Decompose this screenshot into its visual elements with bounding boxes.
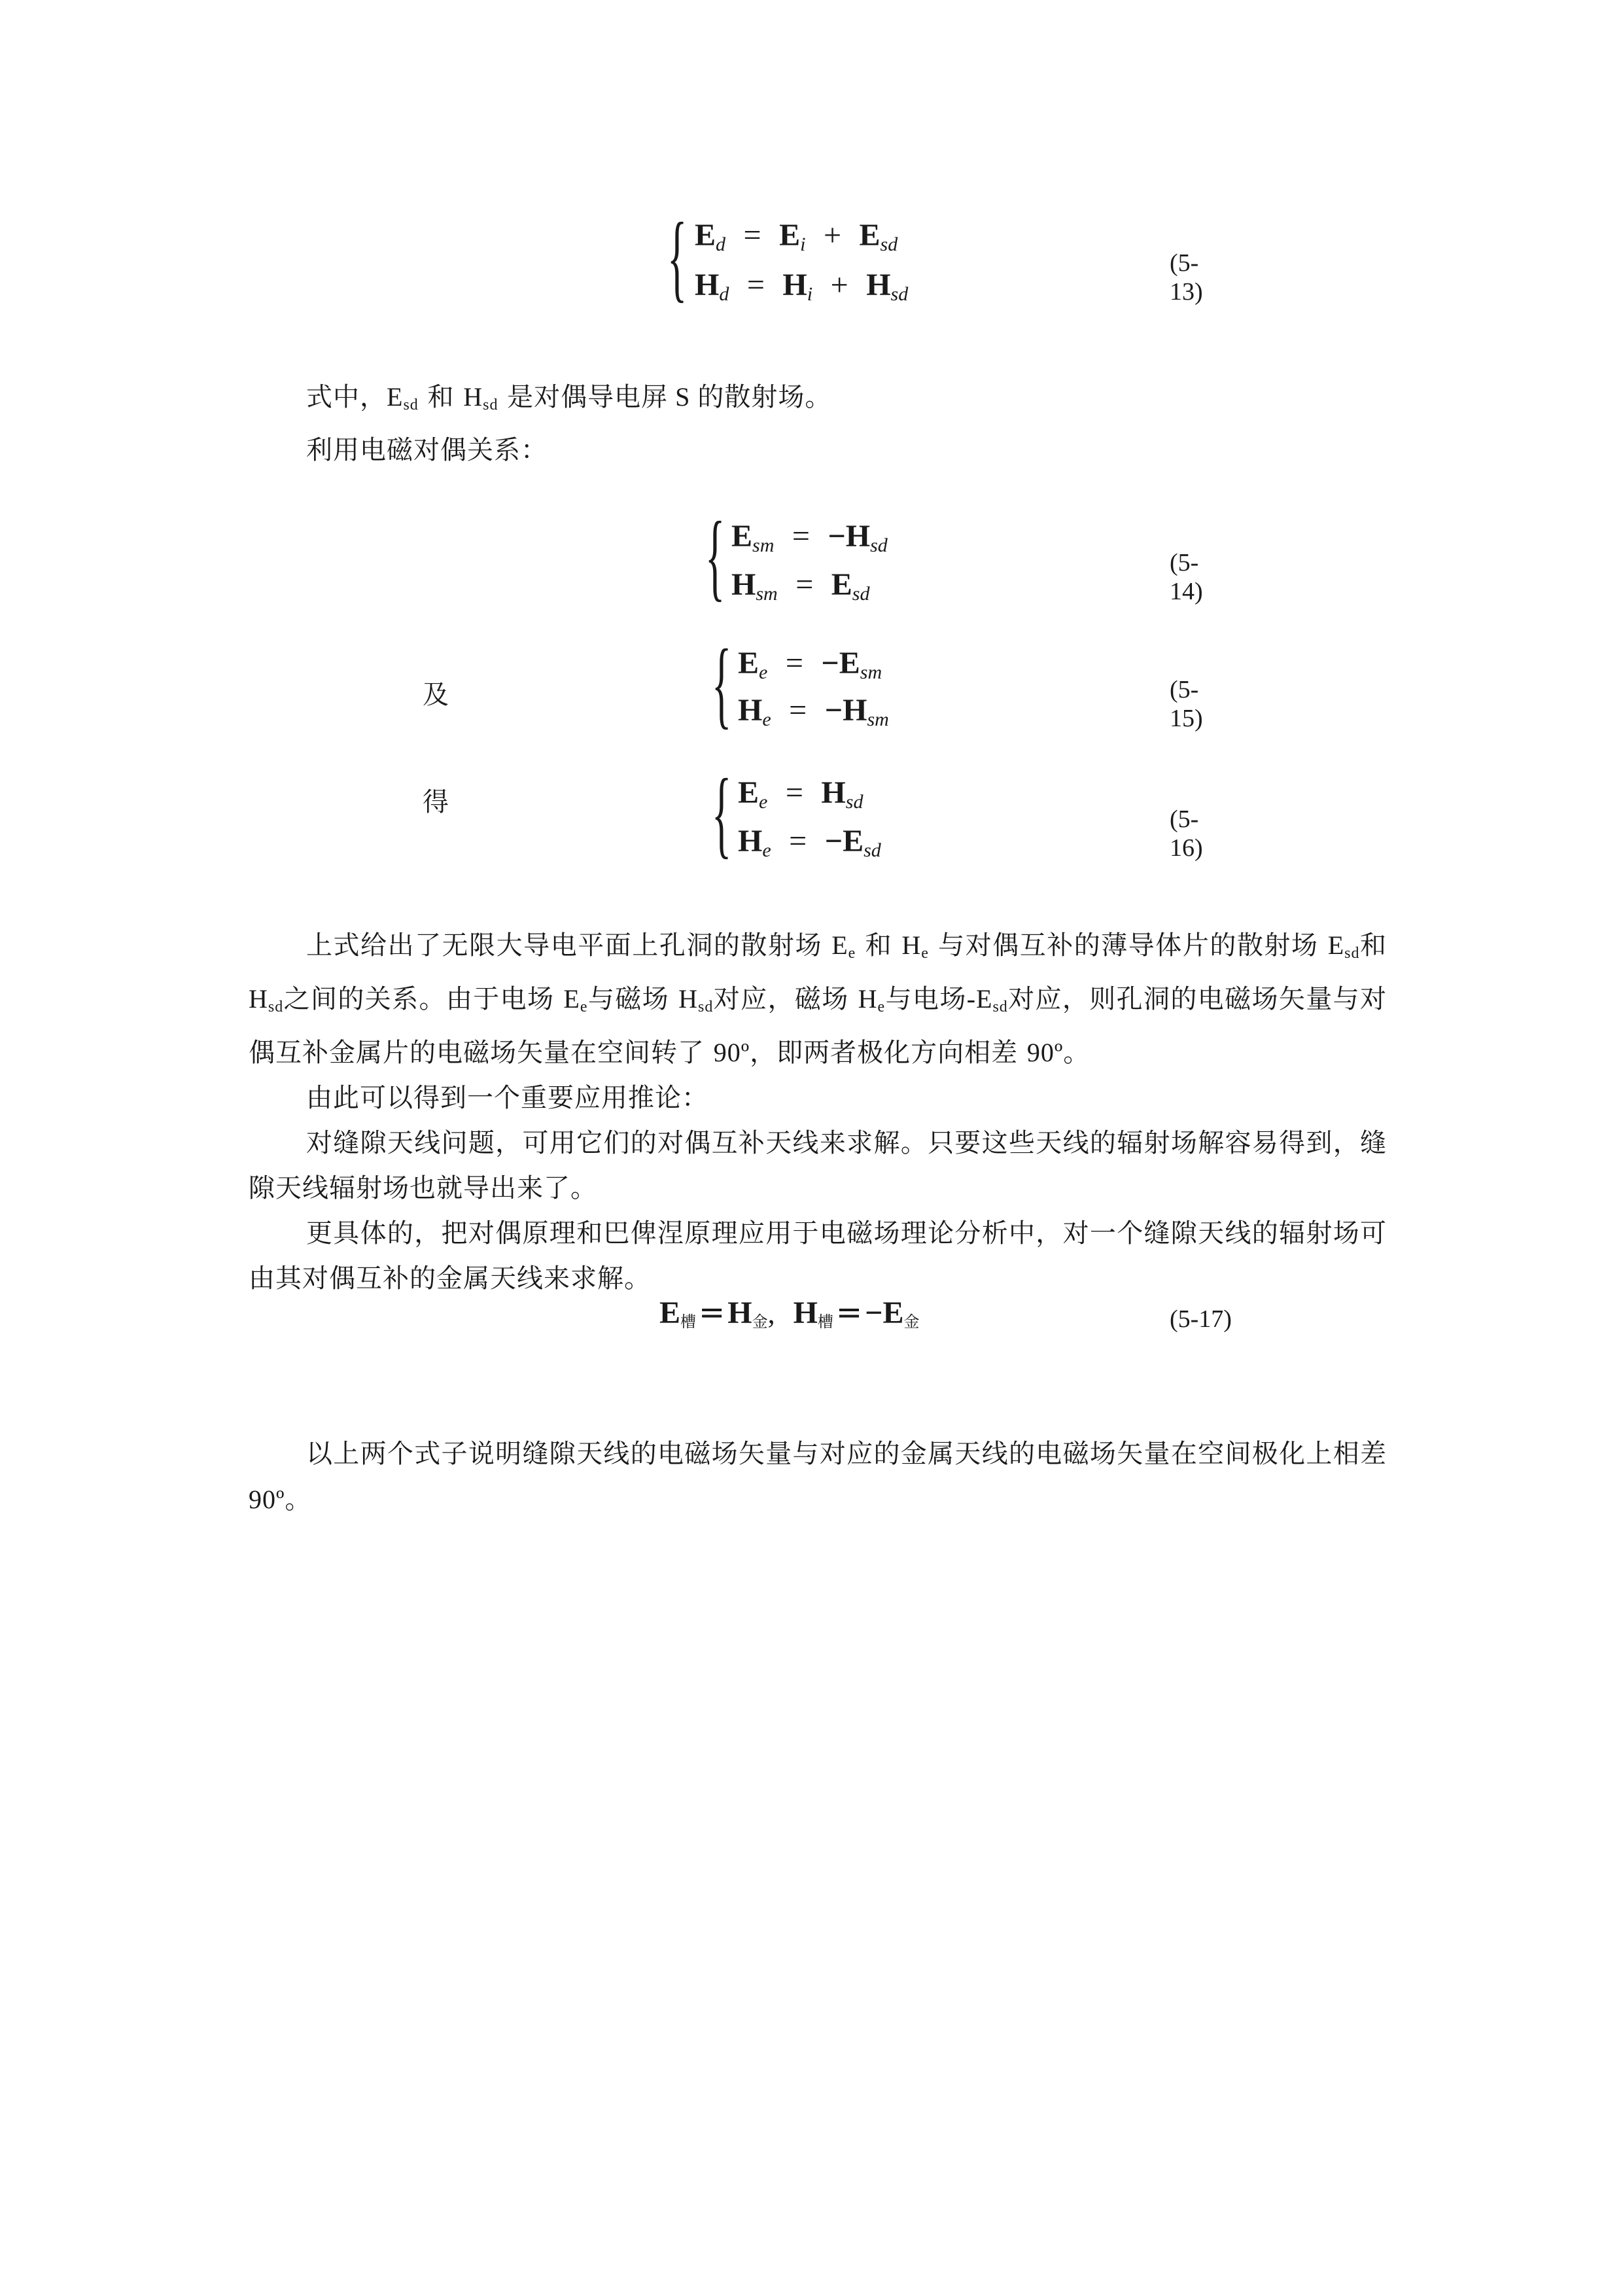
equation-line: $E_{sm} = -H_{sd}$ <box>731 519 888 556</box>
equation-line: $E_d = E_i + E_{sd}$ <box>695 218 898 255</box>
equation-5-17: E槽=H金, H槽=−E金 <box>659 1294 920 1331</box>
equation-number: (5-16) <box>1170 805 1203 862</box>
left-brace: { <box>705 502 725 610</box>
equation-number: (5-15) <box>1170 676 1203 732</box>
left-brace: { <box>712 759 732 868</box>
equation-line: $H_e = -E_{sd}$ <box>738 824 881 861</box>
paragraph-conclusion: 以上两个式子说明缝隙天线的电磁场矢量与对应的金属天线的电磁场矢量在空间极化上相差 90º。 <box>249 1439 1387 1515</box>
equation-line: $E_e = H_{sd}$ <box>738 775 864 813</box>
equation-line: $H_e = -H_{sm}$ <box>738 693 889 730</box>
equation-label: 及 <box>423 680 449 709</box>
equation-line: $H_d = H_i + H_{sd}$ <box>695 268 909 305</box>
paragraph-babinet: 更具体的，把对偶原理和巴俾涅原理应用于电磁场理论分析中，对一个缝隙天线的辐射场可由其对偶互补的金属天线来求解。 <box>249 1218 1387 1294</box>
paragraph-duality-intro: 利用电磁对偶关系： <box>306 435 548 465</box>
equation-label: 得 <box>423 787 449 817</box>
equation-line: $E_e = -E_{sm}$ <box>738 646 882 683</box>
left-brace: { <box>667 203 688 311</box>
equation-line: $H_{sm} = E_{sd}$ <box>731 567 870 605</box>
paragraph-slot-antenna: 对缝隙天线问题，可用它们的对偶互补天线来求解。只要这些天线的辐射场解容易得到，缝隙天线辐射场也就导出来了。 <box>249 1128 1387 1203</box>
paragraph-scattered-field-note: 式中，$E_{sd}$ 和 $H_{sd}$ 是对偶导电屏 S 的散射场。 利用电磁对偶关系： <box>249 374 1387 473</box>
equation-number: (5-14) <box>1170 549 1203 605</box>
paragraph-corollary: 由此可以得到一个重要应用推论： <box>306 1083 708 1113</box>
equation-number: (5-13) <box>1170 249 1203 306</box>
equation-number: (5-17) <box>1170 1305 1232 1333</box>
paragraph-relationship: 上式给出了无限大导电平面上孔洞的散射场 $E_e$ 和 $H_e$ 与对偶互补的薄导体片的散射场 $E_{sd}$和 $H_{sd}$之间的关系。由于电场 $E_e$与磁场 $H_{sd}$对应，磁场 $H_e$与电场$-E_{sd}$对应，则孔洞的电磁场矢量与对偶互补金属片的电磁场矢量在空间转了 90º，即两者极化方向相差 90º。 由此可以得到一个重要应用推论： 对缝隙天线问题，可用它们的对偶互补天线来求解。只要这些天线的辐射场解容易得到，缝隙天线辐射场也就导出来了。 更具体的，把对偶原理和巴俾涅原理应用于电磁场理论分析中，对一个缝隙天线的辐射场可由其对偶互补的金属天线来求解。 <box>249 923 1387 1301</box>
left-brace: { <box>712 629 732 738</box>
